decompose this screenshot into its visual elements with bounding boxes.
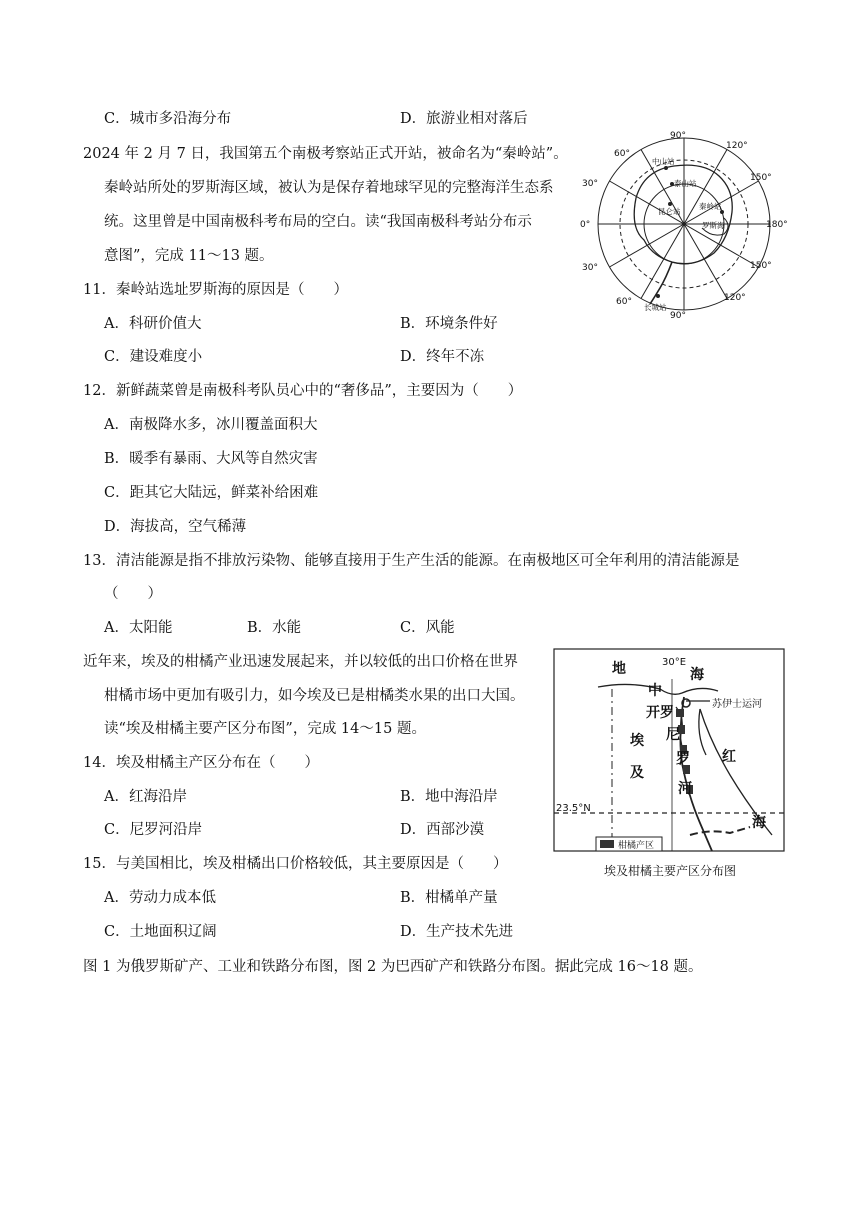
q13-option-b: B．水能 (247, 620, 302, 636)
ross-sea-label: 罗斯海 (702, 221, 725, 230)
q12-option-c: C．距其它大陆远，鲜菜补给困难 (104, 485, 319, 501)
label-180: 180° (766, 220, 788, 230)
intro-2-line-2: 柑橘市场中更加有吸引力，如今埃及已是柑橘类水果的出口大国。 (104, 688, 525, 704)
mediterranean-label-3: 海 (690, 667, 704, 683)
egypt-map-caption: 埃及柑橘主要产区分布图 (603, 864, 737, 878)
kunlun-station-label: 昆仑站 (658, 207, 681, 216)
changcheng-station-label: 长城站 (644, 303, 667, 312)
q12-option-a: A．南极降水多，冰川覆盖面积大 (104, 417, 318, 433)
zhongshan-station-label: 中山站 (652, 157, 675, 166)
intro-2-line-1: 近年来，埃及的柑橘产业迅速发展起来，并以较低的出口价格在世界 (83, 654, 518, 670)
nile-label-3: 河 (678, 781, 692, 797)
q11-stem: 11．秦岭站选址罗斯海的原因是（ ） (83, 282, 348, 298)
q12-option-b: B．暖季有暴雨、大风等自然灾害 (104, 451, 318, 467)
egypt-citrus-map (550, 645, 790, 885)
q12-option-d: D．海拔高，空气稀薄 (104, 519, 247, 535)
q11-option-b: B．环境条件好 (400, 316, 498, 332)
label-120-bottom: 120° (724, 293, 746, 303)
intro-1-line-2: 秦岭站所处的罗斯海区域，被认为是保存着地球罕见的完整海洋生态系 (104, 180, 554, 196)
cairo-label-1: 开 (646, 705, 660, 721)
q14-option-c: C．尼罗河沿岸 (104, 822, 203, 838)
egypt-label-2: 及 (630, 765, 644, 781)
q15-option-c: C．土地面积辽阔 (104, 924, 217, 940)
intro-2-line-3: 读“埃及柑橘主要产区分布图”，完成 14～15 题。 (104, 721, 426, 737)
intro-3: 图 1 为俄罗斯矿产、工业和铁路分布图，图 2 为巴西矿产和铁路分布图。据此完成 16～18 题。 (83, 959, 703, 975)
prev-option-c: C．城市多沿海分布 (104, 111, 232, 127)
label-60-top: 60° (614, 149, 630, 159)
q15-option-b: B．柑橘单产量 (400, 890, 498, 906)
q13-stem: 13．清洁能源是指不排放污染物、能够直接用于生产生活的能源。在南极地区可全年利用的清洁能源是 (83, 553, 740, 569)
label-90-bottom: 90° (670, 311, 686, 320)
label-150-top: 150° (750, 173, 772, 183)
q14-option-d: D．西部沙漠 (400, 822, 485, 838)
q11-option-a: A．科研价值大 (104, 316, 202, 332)
nile-label-2: 罗 (676, 751, 690, 767)
label-30-top: 30° (582, 179, 598, 189)
intro-1-line-1: 2024 年 2 月 7 日，我国第五个南极考察站正式开站，被命名为“秦岭站”。 (83, 146, 568, 162)
suez-canal-label: 苏伊士运河 (712, 699, 762, 710)
q13-option-a: A．太阳能 (104, 620, 173, 636)
q13-paren: （ ） (104, 586, 162, 602)
egypt-label-1: 埃 (630, 733, 644, 749)
label-90-top: 90° (670, 131, 686, 141)
q15-option-d: D．生产技术先进 (400, 924, 514, 940)
label-60-bottom: 60° (616, 297, 632, 307)
tropic-latitude-label: 23.5°N (556, 803, 591, 814)
q14-option-a: A．红海沿岸 (104, 789, 187, 805)
q15-option-a: A．劳动力成本低 (104, 890, 216, 906)
q14-option-b: B．地中海沿岸 (400, 789, 498, 805)
label-30-bottom: 30° (582, 263, 598, 273)
q11-option-d: D．终年不冻 (400, 349, 485, 365)
label-0: 0° (580, 220, 591, 230)
red-sea-label-1: 红 (722, 749, 736, 765)
qinling-station-label: 秦岭站 (699, 202, 722, 211)
q13-option-c: C．风能 (400, 620, 455, 636)
label-150-bottom: 150° (750, 261, 772, 271)
q14-stem: 14．埃及柑橘主产区分布在（ ） (83, 755, 319, 771)
longitude-label: 30°E (662, 657, 687, 668)
label-120-top: 120° (726, 141, 748, 151)
red-sea-label-2: 海 (752, 815, 766, 831)
mediterranean-label-1: 地 (612, 661, 626, 677)
prev-option-d: D．旅游业相对落后 (400, 111, 528, 127)
intro-1-line-4: 意图”，完成 11～13 题。 (104, 248, 274, 264)
q15-stem: 15．与美国相比，埃及柑橘出口价格较低，其主要原因是（ ） (83, 856, 508, 872)
intro-1-line-3: 统。这里曾是中国南极科考布局的空白。读“我国南极科考站分布示 (104, 214, 532, 230)
citrus-area-legend-icon (600, 840, 614, 848)
q11-option-c: C．建设难度小 (104, 349, 203, 365)
taishan-station-label: 泰山站 (674, 179, 697, 188)
antarctic-stations-map (574, 128, 794, 320)
citrus-area-legend-label: 柑橘产区 (618, 841, 655, 851)
cairo-label-2: 罗 (660, 705, 674, 721)
nile-label-1: 尼 (666, 727, 680, 743)
mediterranean-label-2: 中 (648, 683, 662, 699)
q12-stem: 12．新鲜蔬菜曾是南极科考队员心中的“奢侈品”，主要因为（ ） (83, 383, 523, 399)
